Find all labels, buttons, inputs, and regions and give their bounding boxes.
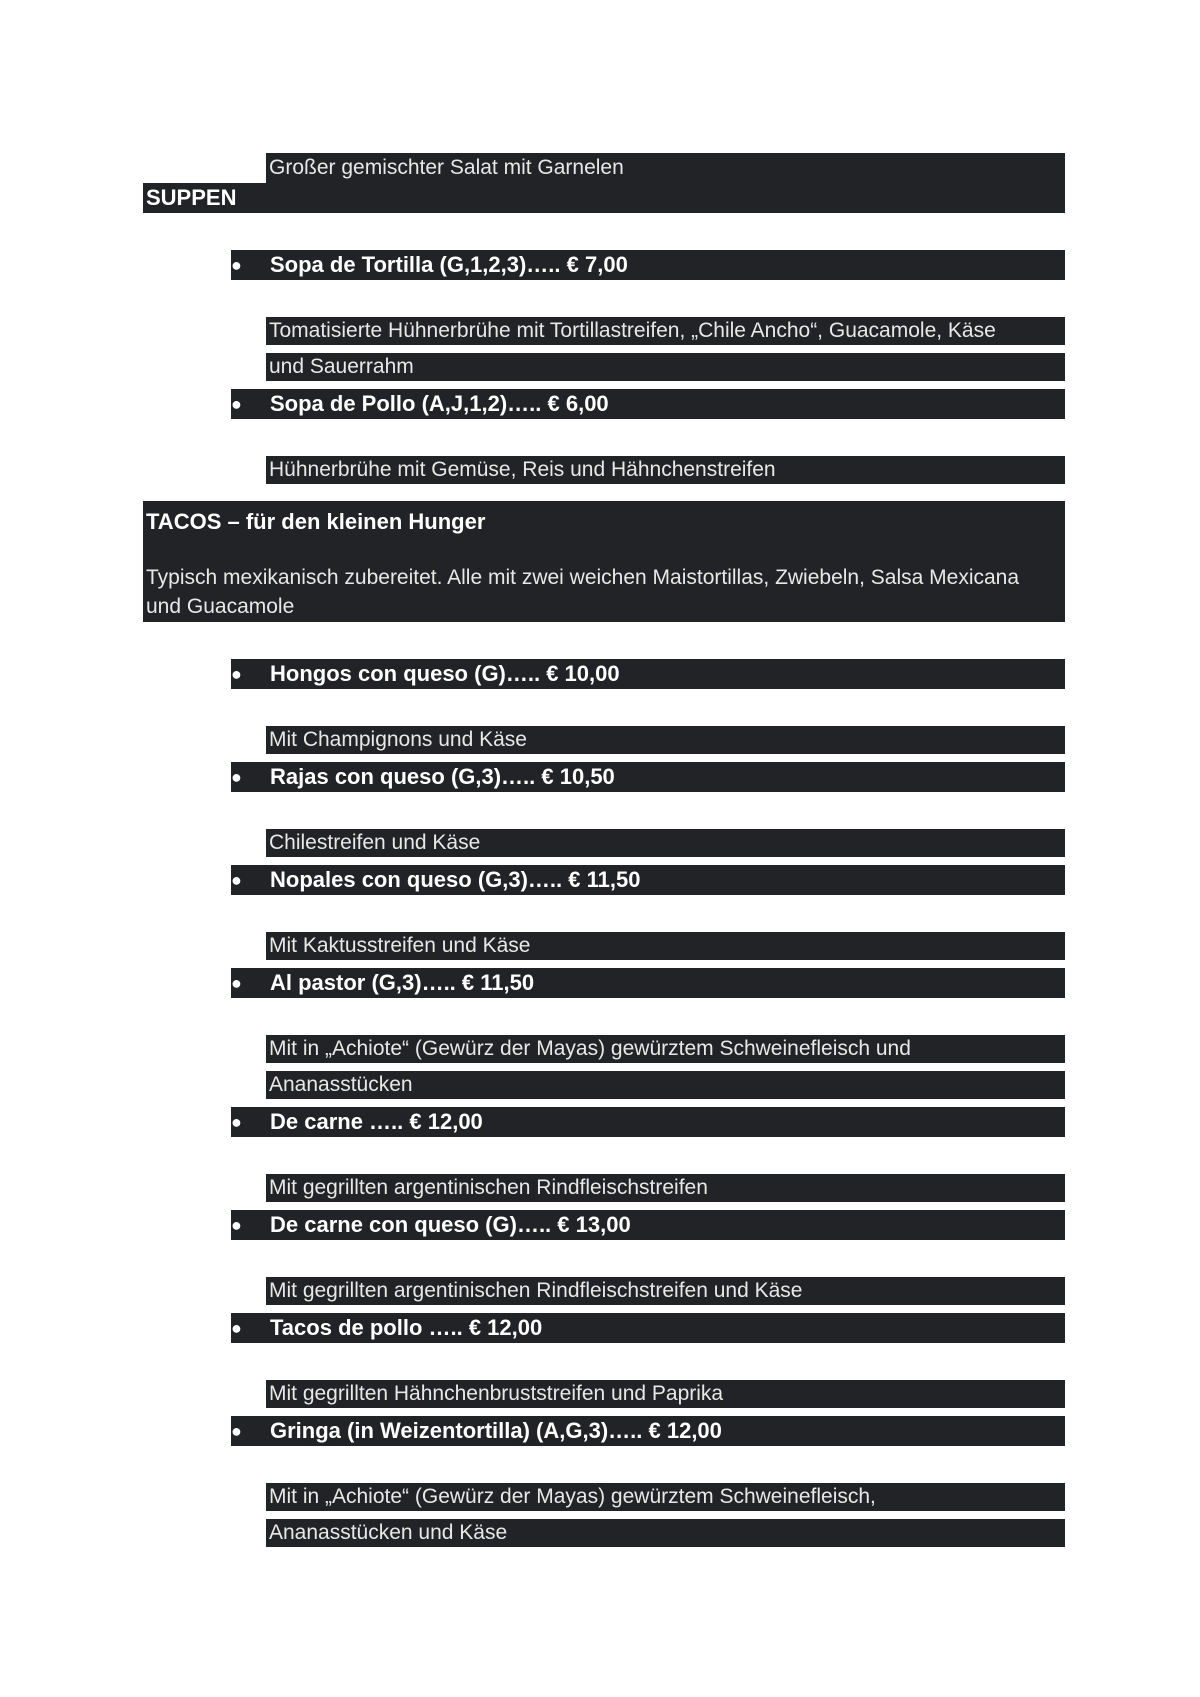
menu-item-gringa <box>231 1416 1065 1446</box>
description-line: Mit gegrillten argentinischen Rindfleischstreifen <box>269 1176 708 1199</box>
menu-item-description <box>266 1035 1065 1063</box>
menu-item-title: De carne ….. € 12,00 <box>270 1109 483 1134</box>
bullet-icon: ● <box>231 1112 242 1132</box>
menu-item-title: Sopa de Tortilla (G,1,2,3)….. € 7,00 <box>270 252 628 277</box>
menu-item-title: De carne con queso (G)….. € 13,00 <box>270 1212 631 1237</box>
menu-item-description <box>266 1277 1065 1305</box>
bullet-icon: ● <box>231 255 242 275</box>
menu-item-description <box>266 726 1065 754</box>
menu-item-title: Gringa (in Weizentortilla) (A,G,3)….. € 12,00 <box>270 1418 722 1443</box>
description-line: Mit Kaktusstreifen und Käse <box>269 934 531 957</box>
menu-item-description <box>266 932 1065 960</box>
tacos-intro: Typisch mexikanisch zubereitet. Alle mit zwei weichen Maistortillas, Zwiebeln, Salsa Mexicana und Guacamole <box>146 566 1020 618</box>
tacos-heading-text: TACOS – für den kleinen Hunger <box>146 509 486 534</box>
menu-item-de-carne-con-queso <box>231 1210 1065 1240</box>
description-line: Mit Champignons und Käse <box>269 728 527 751</box>
menu-item-hongos-con-queso <box>231 659 1065 689</box>
menu-item-sopa-de-pollo <box>231 389 1065 419</box>
top-description-text: Großer gemischter Salat mit Garnelen <box>269 156 624 179</box>
menu-item-description <box>266 1174 1065 1202</box>
bullet-icon: ● <box>231 394 242 414</box>
menu-item-title: Tacos de pollo ….. € 12,00 <box>270 1315 543 1340</box>
menu-item-title: Rajas con queso (G,3)….. € 10,50 <box>270 764 615 789</box>
description-line: Ananasstücken und Käse <box>269 1521 508 1544</box>
menu-item-al-pastor <box>231 968 1065 998</box>
description-line: Ananasstücken <box>269 1073 413 1096</box>
menu-item-description <box>266 1380 1065 1408</box>
bullet-icon: ● <box>231 767 242 787</box>
menu-item-description <box>266 829 1065 857</box>
menu-item-description <box>266 1483 1065 1511</box>
bullet-icon: ● <box>231 664 242 684</box>
section-heading-suppen <box>143 183 1065 213</box>
menu-item-title: Sopa de Pollo (A,J,1,2)….. € 6,00 <box>270 391 609 416</box>
menu-item-nopales-con-queso <box>231 865 1065 895</box>
menu-item-title: Al pastor (G,3)….. € 11,50 <box>270 970 535 995</box>
menu-item-rajas-con-queso <box>231 762 1065 792</box>
menu-item-sopa-de-tortilla <box>231 250 1065 280</box>
description-line: und Sauerrahm <box>269 355 414 378</box>
bullet-icon: ● <box>231 1215 242 1235</box>
section-heading-tacos <box>143 501 1065 622</box>
menu-item-description <box>266 1519 1065 1547</box>
description-line: Hühnerbrühe mit Gemüse, Reis und Hähnchenstreifen <box>269 458 776 481</box>
description-line: Mit in „Achiote“ (Gewürz der Mayas) gewürztem Schweinefleisch und <box>269 1037 911 1060</box>
menu-item-title: Hongos con queso (G)….. € 10,00 <box>270 661 620 686</box>
bullet-icon: ● <box>231 870 242 890</box>
description-line: Chilestreifen und Käse <box>269 831 481 854</box>
top-description <box>266 153 1065 183</box>
description-line: Mit in „Achiote“ (Gewürz der Mayas) gewürztem Schweinefleisch, <box>269 1485 876 1508</box>
menu-item-description <box>266 353 1065 381</box>
menu-item-de-carne <box>231 1107 1065 1137</box>
description-line: Mit gegrillten argentinischen Rindfleischstreifen und Käse <box>269 1279 803 1302</box>
description-line: Tomatisierte Hühnerbrühe mit Tortillastreifen, „Chile Ancho“, Guacamole, Käse <box>269 319 996 342</box>
menu-item-title: Nopales con queso (G,3)….. € 11,50 <box>270 867 641 892</box>
suppen-heading-text: SUPPEN <box>146 185 237 210</box>
menu-item-tacos-de-pollo <box>231 1313 1065 1343</box>
menu-item-description <box>266 456 1065 484</box>
bullet-icon: ● <box>231 973 242 993</box>
menu-item-description <box>266 317 1065 345</box>
bullet-icon: ● <box>231 1318 242 1338</box>
bullet-icon: ● <box>231 1421 242 1441</box>
description-line: Mit gegrillten Hähnchenbruststreifen und Paprika <box>269 1382 724 1405</box>
menu-item-description <box>266 1071 1065 1099</box>
